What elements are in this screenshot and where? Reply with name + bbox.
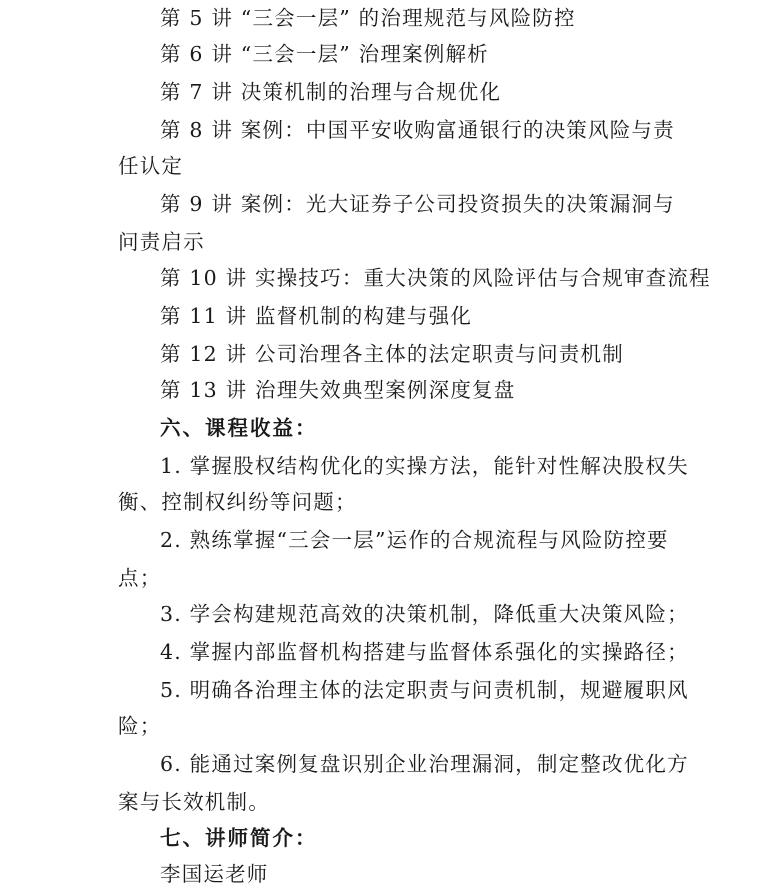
lecture-item-8: 第 8 讲 案例：中国平安收购富通银行的决策风险与责 <box>160 118 675 142</box>
instructor-name: 李国运老师 <box>160 862 269 886</box>
lecture-item-9-continuation: 问责启示 <box>118 230 205 254</box>
lecture-item-9: 第 9 讲 案例：光大证券子公司投资损失的决策漏洞与 <box>160 192 675 216</box>
lecture-item-7: 第 7 讲 决策机制的治理与合规优化 <box>160 80 502 104</box>
benefit-item-6: 6. 能通过案例复盘识别企业治理漏洞，制定整改优化方 <box>160 752 689 776</box>
lecture-item-8-continuation: 任认定 <box>118 154 184 178</box>
lecture-item-6: 第 6 讲 “三会一层” 治理案例解析 <box>160 42 489 66</box>
lecture-item-12: 第 12 讲 公司治理各主体的法定职责与问责机制 <box>160 342 624 366</box>
benefit-item-2-continuation: 点； <box>118 566 162 590</box>
benefit-item-6-continuation: 案与长效机制。 <box>118 790 270 814</box>
benefit-item-2: 2. 熟练掌握“三会一层”运作的合规流程与风险防控要 <box>160 528 669 552</box>
benefit-item-3: 3. 学会构建规范高效的决策机制，降低重大决策风险； <box>160 602 689 626</box>
lecture-item-5: 第 5 讲 “三会一层” 的治理规范与风险防控 <box>160 6 576 30</box>
lecture-item-11: 第 11 讲 监督机制的构建与强化 <box>160 304 473 328</box>
benefit-item-5-continuation: 险； <box>118 714 162 738</box>
benefit-item-1: 1. 掌握股权结构优化的实操方法，能针对性解决股权失 <box>160 454 689 478</box>
lecture-item-10: 第 10 讲 实操技巧：重大决策的风险评估与合规审查流程 <box>160 266 711 290</box>
benefit-item-1-continuation: 衡、控制权纠纷等问题； <box>118 490 357 514</box>
benefit-item-5: 5. 明确各治理主体的法定职责与问责机制，规避履职风 <box>160 678 689 702</box>
benefit-item-4: 4. 掌握内部监督机构搭建与监督体系强化的实操路径； <box>160 640 689 664</box>
section-heading-instructor-intro: 七、讲师简介： <box>160 826 318 850</box>
lecture-item-13: 第 13 讲 治理失效典型案例深度复盘 <box>160 378 516 402</box>
section-heading-course-benefits: 六、课程收益： <box>160 416 318 440</box>
